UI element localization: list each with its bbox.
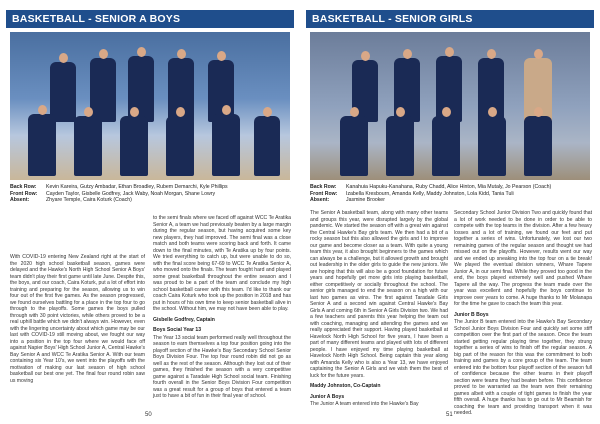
page-title-girls: BASKETBALL - SENIOR GIRLS [306, 10, 594, 28]
article-column-1: The Senior A basketball team, along with many other teams and groups this year, were disrupted largely by the global pandemic. We started the season off with a great win against the Central Hawke's Bay girls team. We then had a bit of a rocky season but this also allowed the girls and I to improve our game and become closer as a team. With quite a young team this year, it also brought beginners to the games which can always be a challenge, but it allowed growth and brought out leadership in the older girls to guide the new juniors. We are hoping that this will also be a good foundation for future years and hopefully get more girls into playing basketball, either competitively or socially throughout the school. The senior girls managed to end the season on a high with our last two games as wins. The first against Taradale Girls Senior A and a second win against Central Hawke's Bay Girls A and coming 6th in Senior A Girls Division two. We had a few teachers and parents this year helping the team out with coaching, managing and attending the games and we really appreciated their support. Having played basketball at Havelock North High School for five years, I have been a part of many different teams and played with lots of different people. I have enjoyed my time playing basketball at Havelock North High School. Being captain this year along with Amanda Kelly who is also a Year 13, we have enjoyed captaining the Senior A Girls and we wish them the best of luck for the future years. Maddy Johnston, Co-Captain Junior A Boys The Junior A team entered into the Hawke's Bay [310, 210, 448, 407]
section-heading-junior-a: Junior A Boys [310, 393, 345, 400]
page-title-boys: BASKETBALL - SENIOR A BOYS [6, 10, 294, 28]
section-heading-junior-b: Junior B Boys [454, 311, 489, 318]
article-column-2: Secondary School Junior Division Two and quickly found that a lot of work needed to be done in order to be able to compete with the top teams in the division. After a few heavy losses and a lot of training, we found our feet and put together a series of wins. Unfortunately, we lost our two remaining games of the regular season and thought we had missed out on the playoffs. However, results went our way and we ended up sneaking into the top four on a tie break! We played the eventual division winners, Whare Tapere Junior A, in our semi final. While they proved too good in the end, the boys played extremely well and pushed Whare Tapere all the way. The progress the team made over the year was excellent and hopefully the boys continue to improve over years to come. A huge thanks to Mr Molanapa for the time he gave to coach the team this year. Junior B Boys The Junior B team entered into the Hawke's Bay Secondary School Junior Boys Division Four and quickly set some stiff competition over the first part of the season. Once the team started getting regular playing time together, they strung together a series of wins to finish off the regular season. A big part of the reason for this was the commitment to both training and games by a core group of the team. The team entered into the bottom four playoff section of the season full of confidence because the other teams in their playoff section were teams they had beaten before. This confidence proved to be warranted as the team won their remaining games albeit with a couple of tight games to finish the year fifth overall. A huge thanks has to go out to Mr Beamish for coaching the team and providing transport when it was needed. [454, 210, 592, 416]
page-number: 51 [446, 412, 453, 418]
article-column-2: to the semi finals where we faced off against WCC Te Aratika Senior A, a team we had previously beaten by a large margin during the regular season, but having acquired some key new players, they had improved. The semi final was a close match and both teams were scoring back and forth. It came down to the final minutes, with Te Aratika up by four points. We tried everything to catch up, but were unable to do so, with the final score being 67-69 to WCC Te Aratika Senior A, who moved onto the finals. The team fought hard and played some great basketball throughout the entire season and I was proud to be a part of the team and conclude my high school basketball career with this team. I'd like to thank our coach Caira Koturk who took up the position in 2018 and has put in hours of his own time to keep senior basketball alive in the school. Without him, we may not have been able to play. Gisbelle Godfrey, Captain Boys Social Year 13 The Year 13 social team performed really well throughout the season to earn themselves a top four position going into the playoff section of the Hawke's Bay Secondary School Senior Boys Division Four. The top four round robin did not go as well as the rest of the season. Although they lost out of their games, they finished the season with a very competitive game against a Taradale High School social team. Finishing fourth overall in the Senior Boys Division Four competition was a great result for a group of boys that entered a team just to have a bit of fun in their final year of school. [153, 215, 291, 399]
team-photo-girls [310, 32, 590, 180]
signature-co-captain: Maddy Johnston, Co-Captain [310, 383, 381, 389]
photo-caption-boys: Back Row: Kevin Kareira, Gutzy Ambadar, Ethan Broadley, Rubem Demarchi, Kyle Phillips Front Row: Cayden Taylor, Gisbelle Godfrey, Jack Waby, Noah Morgan, Shane Lowry Absent: Zhyare Temple, Caira Koturk (Coach) [10, 184, 228, 203]
photo-caption-girls: Back Row: Kanahuia Hapuku-Kanahana, Ruby Chadd, Alice Hinton, Mia Mutaly, Jo Pearson (Coach) Front Row: Izabella Kresbourn, Amanda Kelly, Maddy Johnston, Lola Kidd, Tania Tuli Absent: Jasmine Brooker [310, 184, 552, 203]
right-page [300, 0, 600, 424]
page-number: 50 [145, 412, 152, 418]
article-column-1: With COVID-19 entering New Zealand right at the start of the 2020 high school basketball season, games were delayed and the Hawke's North High School Senior A Boys' team didn't play their first game until late June. Despite this, the boys, and our coach, Caira Koturk, put a lot of effort into training and preparing for the season, allowing us to win four out of the first five games. As the season progressed, we found ourselves battling for a place in the top four to go through to the playoffs. Some games the boys pulled through with 30 point victories, while others proved to be a real uphill battle which we didn't always win. However, even with the lingering uncertainty about which game may be our last with COVID-19 still moving about, we fought our way into a position in the top four where we would face off against Napier Boys' High School Junior A, Central Hawke's Bay Senior A and WCC Te Aratika Senior A. With our team containing six Year 10's, we went into the playoffs with the motivation of making our last season of high school basketball our best one yet. The final four round robin saw us moving [10, 254, 146, 384]
signature-captain: Gisbelle Godfrey, Captain [153, 316, 215, 323]
team-photo-boys [10, 32, 290, 180]
section-heading-social: Boys Social Year 13 [153, 327, 202, 333]
